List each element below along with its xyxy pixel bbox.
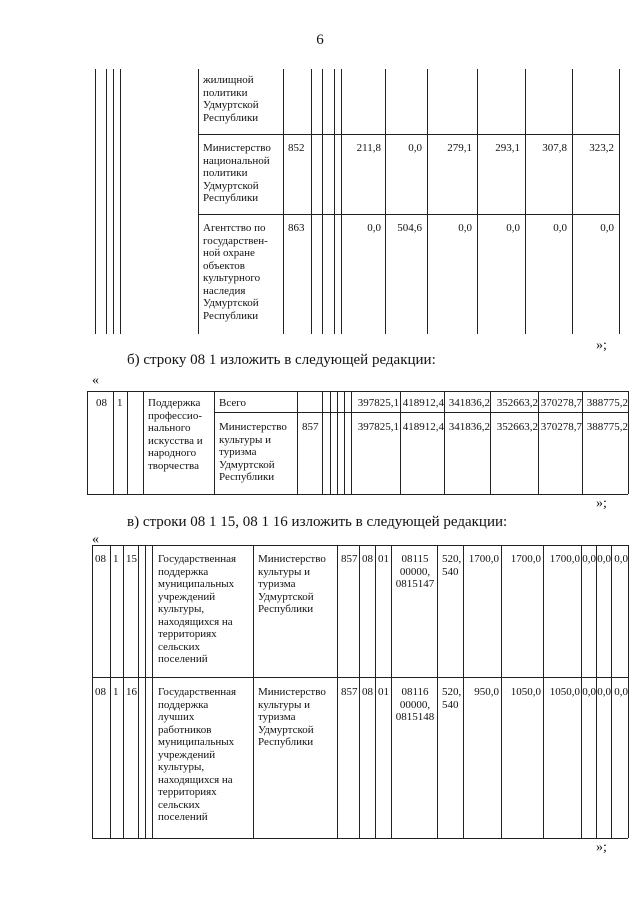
code-cell: 15 [126, 553, 137, 565]
table-border [127, 391, 128, 494]
value-cell: 0,0 [458, 222, 472, 234]
value-cell: 418912,4 [402, 421, 444, 433]
ministry-code: 863 [288, 222, 305, 234]
value-cell: 0,0 [597, 553, 611, 565]
code-cell: 08 [96, 397, 107, 409]
table-border [145, 545, 146, 838]
table-border [120, 69, 121, 334]
value-cell: 418912,4 [402, 397, 444, 409]
value-cell: 0,0 [582, 553, 596, 565]
value-cell: 397825,1 [357, 421, 399, 433]
table-border [385, 69, 386, 334]
value-cell: 504,6 [397, 222, 422, 234]
ministry-code: 852 [288, 142, 305, 154]
table-border [334, 69, 335, 334]
code-cell: 08 [95, 553, 106, 565]
table-border [437, 545, 438, 838]
table-border [628, 391, 629, 494]
table-border [113, 69, 114, 334]
code-cell: 1 [117, 397, 123, 409]
program-name: Государственная поддержка лучших работников муниципальных учреждений культуры, находящихся на территориях сельских поселений [158, 686, 237, 823]
value-cell: 307,8 [542, 142, 567, 154]
table-border [92, 545, 628, 546]
table-border [337, 391, 338, 494]
table-border [628, 545, 629, 838]
table-border [427, 69, 428, 334]
table-border [138, 545, 139, 838]
table-border [330, 391, 331, 494]
value-cell: 279,1 [447, 142, 472, 154]
table-border [113, 391, 114, 494]
table-border [619, 69, 620, 334]
table-border [283, 69, 284, 334]
value-cell: 211,8 [356, 142, 381, 154]
table-border [214, 412, 628, 413]
table-border [92, 545, 93, 838]
table-border [253, 545, 254, 838]
ministry-name: Министерство культуры и туризма Удмуртской Республики [258, 686, 326, 748]
table-border [214, 391, 215, 494]
open-quote: « [92, 373, 99, 388]
ministry-name: Министерство культуры и туризма Удмуртской Республики [258, 553, 326, 615]
section-code: 08 [362, 553, 373, 565]
value-cell: 0,0 [506, 222, 520, 234]
row-name: Агентство по государствен- ной охране объектов культурного наследия Удмуртской Республики [203, 222, 268, 322]
target-article: 08116 00000, 0815148 [395, 686, 435, 723]
value-cell: 950,0 [474, 686, 499, 698]
value-cell: 1050,0 [549, 686, 580, 698]
page-number: 6 [316, 32, 324, 48]
table-border [198, 134, 619, 135]
table-border [123, 545, 124, 838]
table-border [322, 391, 323, 494]
value-cell: 0,0 [597, 686, 611, 698]
table-border [341, 69, 342, 334]
table-border [297, 391, 298, 494]
value-cell: 388775,2 [586, 421, 628, 433]
expense-type: 520, 540 [442, 686, 462, 711]
section-c-heading: в) строки 08 1 15, 08 1 16 изложить в следующей редакции: [127, 514, 508, 530]
table-border [337, 545, 338, 838]
value-cell: 0,0 [367, 222, 381, 234]
table-border [143, 391, 144, 494]
table-border [311, 69, 312, 334]
table-border [375, 545, 376, 838]
value-cell: 0,0 [600, 222, 614, 234]
section-b-heading: б) строку 08 1 изложить в следующей редакции: [127, 352, 436, 368]
value-cell: 293,1 [495, 142, 520, 154]
section-code: 08 [362, 686, 373, 698]
value-cell: 397825,1 [357, 397, 399, 409]
table-border [87, 391, 88, 494]
value-cell: 0,0 [614, 686, 628, 698]
ministry-code: 857 [302, 421, 319, 433]
table-border [110, 545, 111, 838]
row-name: Министерство национальной политики Удмуртской Республики [203, 142, 271, 204]
row-name: жилищной политики Удмуртской Республики [203, 74, 259, 124]
ministry-code: 857 [341, 686, 358, 698]
table-border [92, 677, 628, 678]
value-cell: 1700,0 [549, 553, 580, 565]
value-cell: 370278,7 [540, 421, 582, 433]
value-cell: 0,0 [408, 142, 422, 154]
table-border [391, 545, 392, 838]
value-cell: 0,0 [553, 222, 567, 234]
subsection-code: 01 [378, 553, 389, 565]
table-border [87, 494, 628, 495]
code-cell: 1 [113, 553, 119, 565]
code-cell: 1 [113, 686, 119, 698]
value-cell: 341836,2 [448, 397, 490, 409]
closing-quote: »; [596, 338, 607, 353]
table-border [198, 69, 199, 334]
code-cell: 16 [126, 686, 137, 698]
table-border [359, 545, 360, 838]
target-article: 08115 00000, 0815147 [395, 553, 435, 590]
total-label: Всего [219, 397, 246, 409]
value-cell: 352663,2 [496, 421, 538, 433]
table-border [344, 391, 345, 494]
ministry-name: Министерство культуры и туризма Удмуртской Республики [219, 421, 287, 483]
value-cell: 323,2 [589, 142, 614, 154]
table-border [106, 69, 107, 334]
table-border [92, 838, 628, 839]
value-cell: 352663,2 [496, 397, 538, 409]
value-cell: 0,0 [614, 553, 628, 565]
table-border [198, 214, 619, 215]
value-cell: 1700,0 [510, 553, 541, 565]
table-border [477, 69, 478, 334]
program-name: Государственная поддержка муниципальных учреждений культуры, находящихся на территориях сельских поселений [158, 553, 237, 665]
table-border [87, 391, 628, 392]
code-cell: 08 [95, 686, 106, 698]
table-border [525, 69, 526, 334]
program-name: Поддержка профессио- нального искусства и народного творчества [148, 397, 203, 472]
closing-quote: »; [596, 840, 607, 855]
value-cell: 341836,2 [448, 421, 490, 433]
table-border [572, 69, 573, 334]
table-border [152, 545, 153, 838]
closing-quote: »; [596, 496, 607, 511]
subsection-code: 01 [378, 686, 389, 698]
ministry-code: 857 [341, 553, 358, 565]
value-cell: 370278,7 [540, 397, 582, 409]
expense-type: 520, 540 [442, 553, 462, 578]
table-border [322, 69, 323, 334]
table-border [95, 69, 96, 334]
value-cell: 0,0 [582, 686, 596, 698]
value-cell: 388775,2 [586, 397, 628, 409]
open-quote: « [92, 532, 99, 547]
value-cell: 1050,0 [510, 686, 541, 698]
value-cell: 1700,0 [468, 553, 499, 565]
